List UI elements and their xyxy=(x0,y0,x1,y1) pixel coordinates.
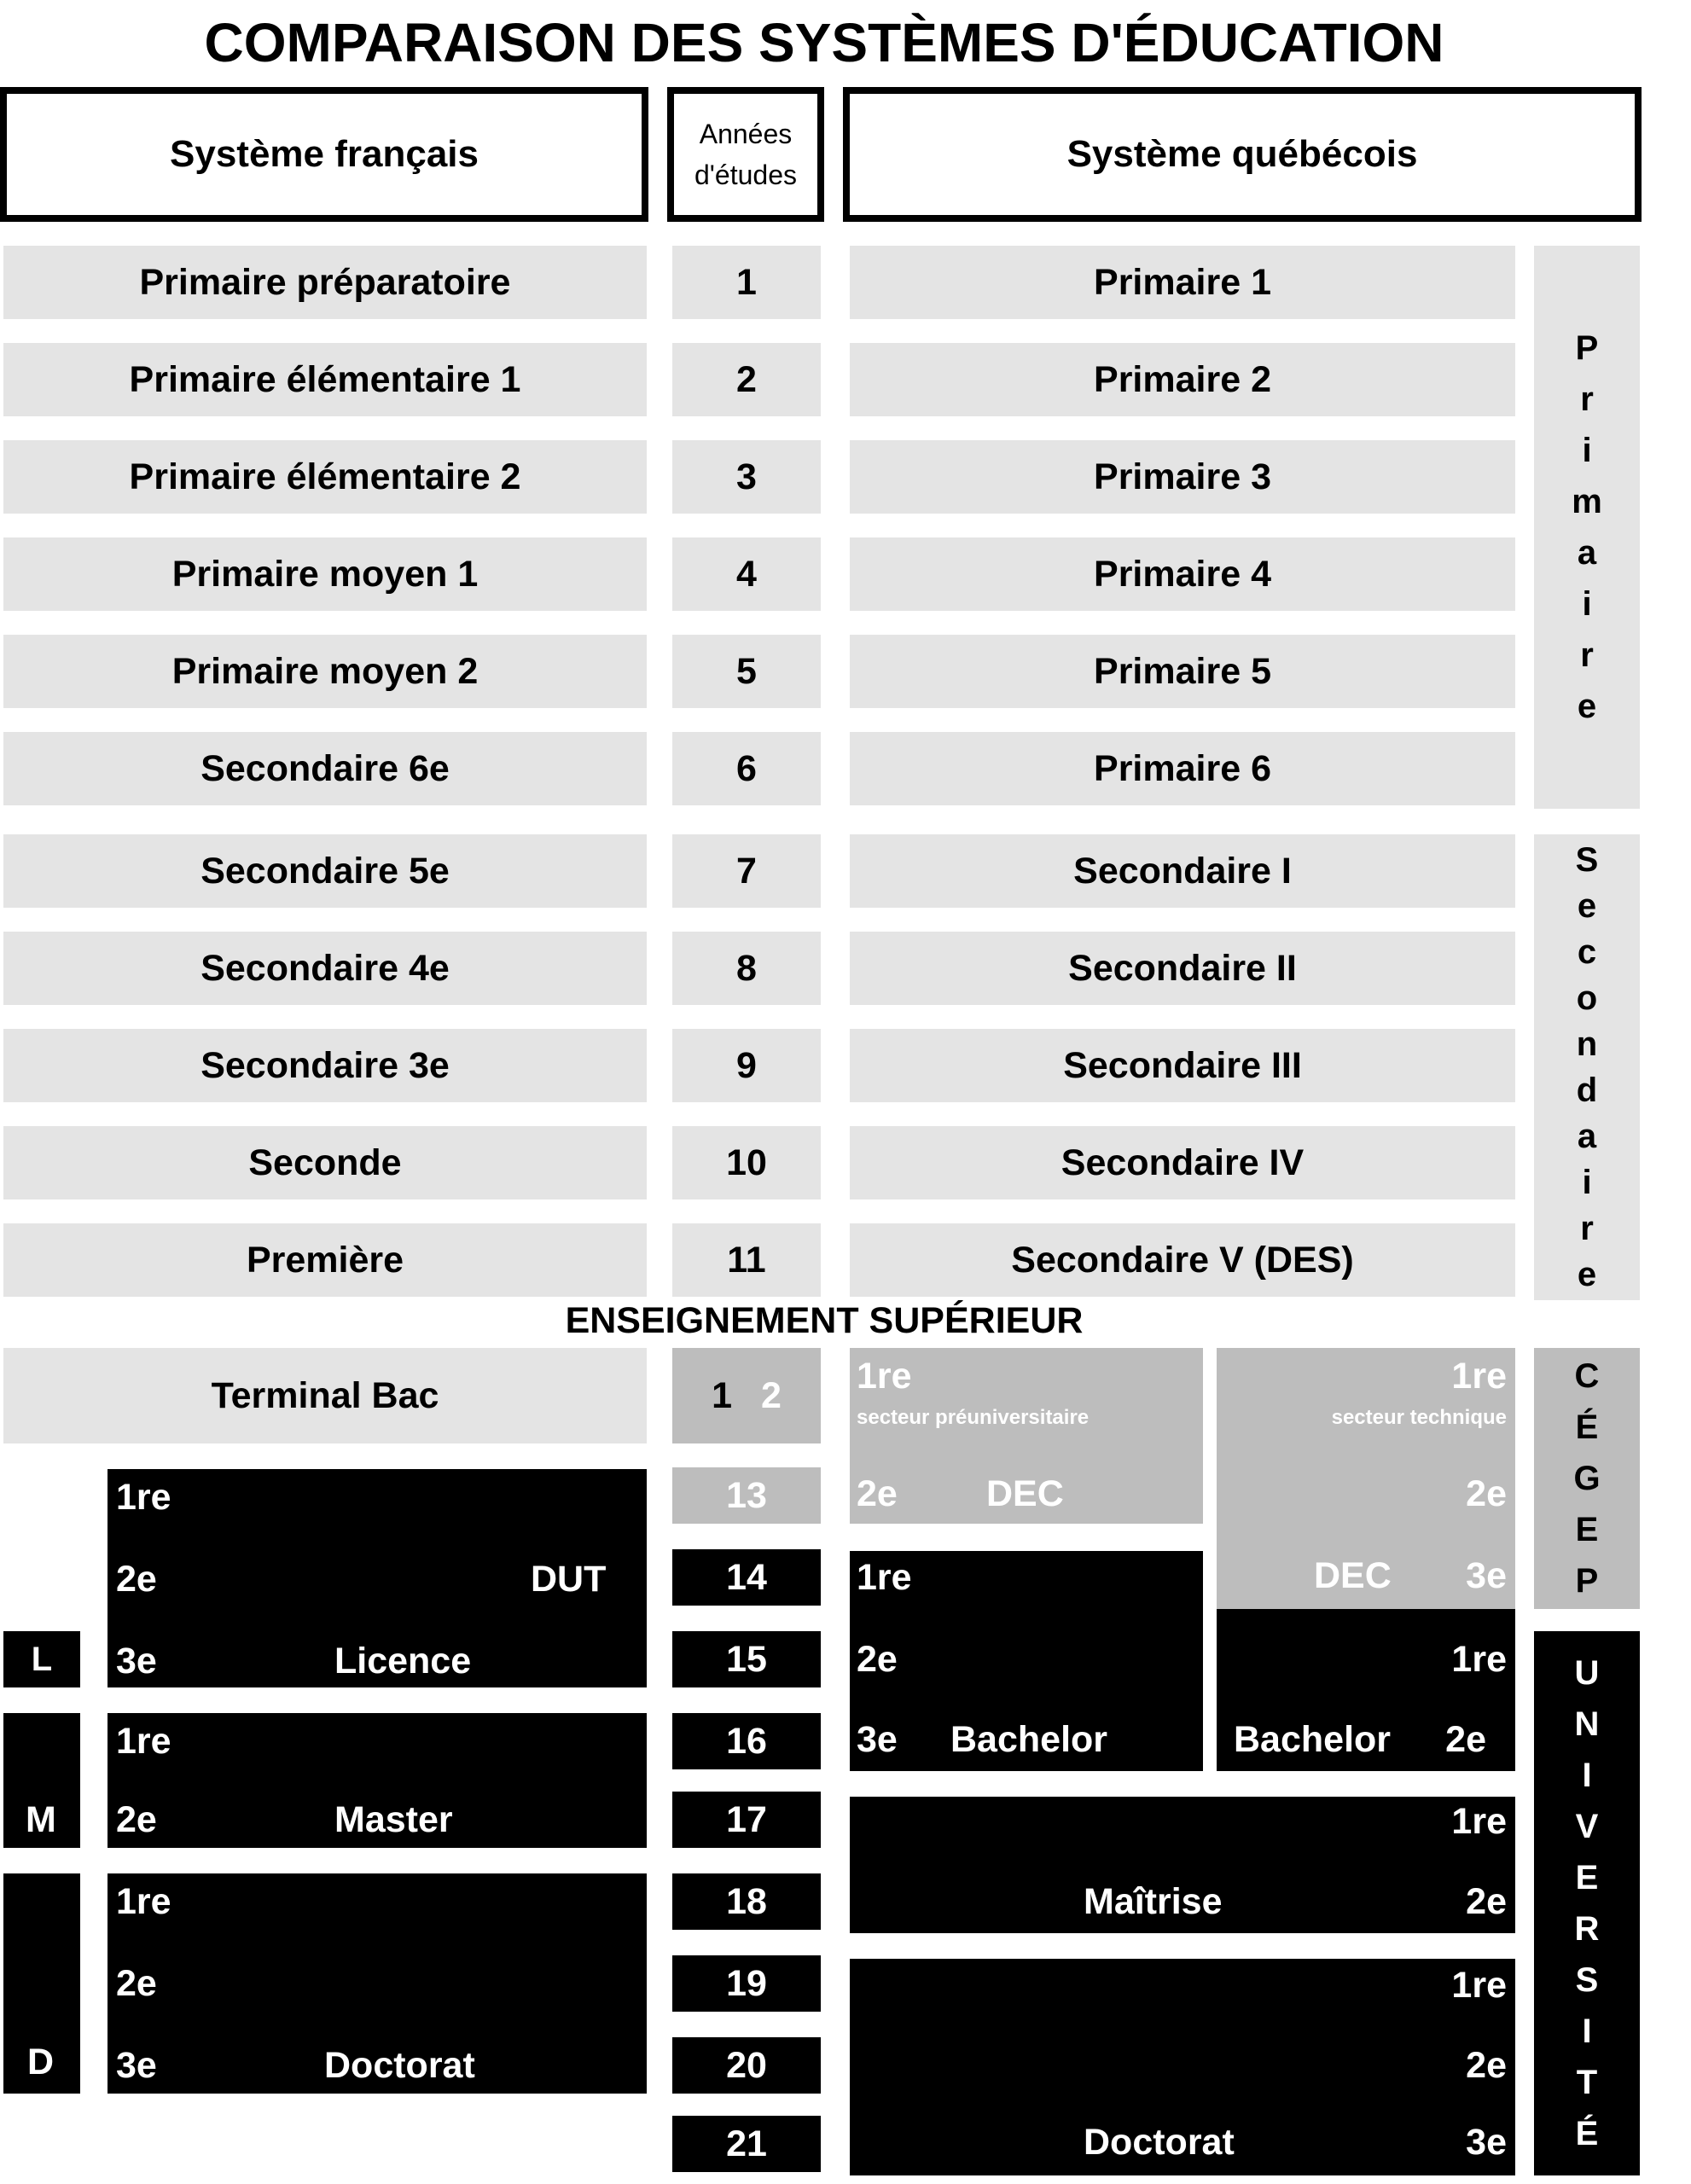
side-letter: n xyxy=(1576,1025,1598,1063)
french-master-block xyxy=(108,1713,647,1848)
year-number: 5 xyxy=(672,635,821,708)
side-letter: E xyxy=(1575,1859,1599,1896)
side-letter: e xyxy=(1577,1256,1597,1293)
side-letter: P xyxy=(1575,329,1599,367)
year-13: 13 xyxy=(672,1467,821,1524)
year-17: 17 xyxy=(672,1792,821,1848)
side-letter: o xyxy=(1576,979,1598,1017)
french-row: Secondaire 3e xyxy=(3,1029,647,1102)
side-letter: m xyxy=(1572,483,1602,520)
year-number: 9 xyxy=(672,1029,821,1102)
year-number: 7 xyxy=(672,834,821,908)
licence-year-3: 3e xyxy=(116,1641,157,1682)
licence-dut: DUT xyxy=(531,1559,607,1600)
side-letter: T xyxy=(1576,2064,1598,2101)
side-letter: É xyxy=(1575,1409,1599,1446)
french-row: Primaire préparatoire xyxy=(3,246,647,319)
year-number: 2 xyxy=(672,343,821,416)
year-number: 1 xyxy=(672,246,821,319)
header-years-line2: d'études xyxy=(694,160,797,190)
header-quebec-system: Système québécois xyxy=(843,87,1642,222)
quebec-row: Primaire 1 xyxy=(850,246,1515,319)
bachelor-a-year-2: 2e xyxy=(857,1639,898,1680)
side-letter: S xyxy=(1575,841,1599,879)
side-letter: c xyxy=(1577,933,1597,971)
year-number: 4 xyxy=(672,537,821,611)
side-letter: G xyxy=(1573,1460,1601,1497)
french-row: Secondaire 6e xyxy=(3,732,647,805)
side-label-primaire xyxy=(1534,246,1640,809)
doctorat-fr-year-3: 3e xyxy=(116,2045,157,2086)
doctorat-qc-name: Doctorat xyxy=(1084,2122,1235,2163)
year-16: 16 xyxy=(672,1713,821,1769)
side-letter: e xyxy=(1577,887,1597,925)
french-licence-block xyxy=(108,1469,647,1687)
side-letter: S xyxy=(1575,1961,1599,1999)
french-row: Seconde xyxy=(3,1126,647,1199)
french-row: Primaire élémentaire 2 xyxy=(3,440,647,514)
header-years-line1: Années xyxy=(699,119,793,149)
year-20: 20 xyxy=(672,2037,821,2094)
tech-sector: secteur technique xyxy=(1331,1406,1507,1429)
bachelor-a-block xyxy=(850,1551,1203,1771)
quebec-row: Secondaire III xyxy=(850,1029,1515,1102)
bachelor-b-year-1: 1re xyxy=(1451,1639,1507,1680)
french-row: Secondaire 4e xyxy=(3,932,647,1005)
maitrise-year-2: 2e xyxy=(1466,1881,1507,1922)
side-letter: r xyxy=(1580,1210,1594,1247)
french-side-m: M xyxy=(26,1799,56,1840)
quebec-row: Primaire 6 xyxy=(850,732,1515,805)
quebec-row: Primaire 5 xyxy=(850,635,1515,708)
side-letter: I xyxy=(1582,1757,1592,1794)
tech-year-1: 1re xyxy=(1451,1356,1507,1397)
cegep-preuniversitaire-block xyxy=(850,1348,1203,1524)
french-row: Primaire élémentaire 1 xyxy=(3,343,647,416)
doctorat-qc-year-2: 2e xyxy=(1466,2045,1507,2086)
header-years xyxy=(667,87,824,222)
year-19: 19 xyxy=(672,1955,821,2012)
side-letter: V xyxy=(1575,1808,1599,1845)
french-side-d-box xyxy=(3,1873,80,2094)
quebec-row: Secondaire IV xyxy=(850,1126,1515,1199)
year-12-a: 1 xyxy=(712,1374,732,1416)
maitrise-name: Maîtrise xyxy=(1084,1881,1223,1922)
quebec-row: Primaire 3 xyxy=(850,440,1515,514)
side-letter: i xyxy=(1582,585,1592,623)
doctorat-fr-year-1: 1re xyxy=(116,1881,171,1922)
side-letter: N xyxy=(1574,1705,1600,1743)
side-letter: d xyxy=(1576,1072,1598,1109)
superieur-heading: ENSEIGNEMENT SUPÉRIEUR xyxy=(565,1300,1084,1341)
bachelor-b-year-2: 2e xyxy=(1445,1719,1486,1760)
licence-name: Licence xyxy=(334,1641,472,1682)
year-14: 14 xyxy=(672,1549,821,1606)
side-letter: r xyxy=(1580,380,1594,418)
side-label-cegep xyxy=(1534,1348,1640,1609)
master-year-1: 1re xyxy=(116,1721,171,1762)
side-letter: i xyxy=(1582,432,1592,469)
maitrise-block xyxy=(850,1797,1515,1933)
side-letter: i xyxy=(1582,1164,1592,1201)
quebec-row: Secondaire I xyxy=(850,834,1515,908)
doctorat-fr-year-2: 2e xyxy=(116,1963,157,2004)
side-letter: I xyxy=(1582,2013,1592,2050)
french-terminal-bac: Terminal Bac xyxy=(3,1348,647,1443)
side-letter: U xyxy=(1574,1654,1600,1692)
tech-year-3: 3e xyxy=(1466,1555,1507,1596)
quebec-row: Primaire 4 xyxy=(850,537,1515,611)
bachelor-b-name: Bachelor xyxy=(1234,1719,1392,1760)
year-21: 21 xyxy=(672,2116,821,2172)
tech-year-2: 2e xyxy=(1466,1473,1507,1514)
cegep-technique-block xyxy=(1217,1348,1515,1609)
preu-year-1: 1re xyxy=(857,1356,912,1397)
side-letter: a xyxy=(1577,1118,1597,1155)
preu-year-2: 2e xyxy=(857,1473,898,1514)
year-15: 15 xyxy=(672,1631,821,1687)
side-label-secondaire xyxy=(1534,834,1640,1300)
doctorat-fr-name: Doctorat xyxy=(324,2045,475,2086)
year-number: 3 xyxy=(672,440,821,514)
side-letter: R xyxy=(1574,1910,1600,1948)
doctorat-qc-block xyxy=(850,1959,1515,2175)
french-row: Première xyxy=(3,1223,647,1297)
french-row: Primaire moyen 1 xyxy=(3,537,647,611)
french-doctorat-block xyxy=(108,1873,647,2094)
side-letter: a xyxy=(1577,534,1597,572)
quebec-row: Primaire 2 xyxy=(850,343,1515,416)
bachelor-b-block xyxy=(1217,1609,1515,1771)
page-title: COMPARAISON DES SYSTÈMES D'ÉDUCATION xyxy=(204,12,1444,73)
quebec-row: Secondaire II xyxy=(850,932,1515,1005)
doctorat-qc-year-3: 3e xyxy=(1466,2122,1507,2163)
side-letter: É xyxy=(1575,2115,1599,2152)
quebec-row: Secondaire V (DES) xyxy=(850,1223,1515,1297)
year-number: 10 xyxy=(672,1126,821,1199)
licence-year-2: 2e xyxy=(116,1559,157,1600)
master-name: Master xyxy=(334,1799,453,1840)
master-year-2: 2e xyxy=(116,1799,157,1840)
french-row: Primaire moyen 2 xyxy=(3,635,647,708)
french-side-m-box xyxy=(3,1713,80,1848)
side-letter: E xyxy=(1575,1511,1599,1548)
french-side-l: L xyxy=(3,1631,80,1687)
header-french-system: Système français xyxy=(0,87,648,222)
licence-year-1: 1re xyxy=(116,1477,171,1518)
french-side-d: D xyxy=(27,2042,55,2082)
doctorat-qc-year-1: 1re xyxy=(1451,1965,1507,2006)
year-12-cell xyxy=(672,1348,821,1443)
year-number: 6 xyxy=(672,732,821,805)
side-letter: e xyxy=(1577,688,1597,725)
french-row: Secondaire 5e xyxy=(3,834,647,908)
year-number: 8 xyxy=(672,932,821,1005)
year-12-b: 2 xyxy=(761,1374,782,1416)
year-number: 11 xyxy=(672,1223,821,1297)
bachelor-a-year-1: 1re xyxy=(857,1557,912,1598)
side-letter: P xyxy=(1575,1562,1599,1600)
preu-sector: secteur préuniversitaire xyxy=(857,1406,1090,1429)
bachelor-a-name: Bachelor xyxy=(950,1719,1108,1760)
preu-dec: DEC xyxy=(986,1473,1064,1514)
side-letter: r xyxy=(1580,636,1594,674)
year-18: 18 xyxy=(672,1873,821,1930)
maitrise-year-1: 1re xyxy=(1451,1801,1507,1842)
side-letter: C xyxy=(1574,1357,1600,1395)
bachelor-a-year-3: 3e xyxy=(857,1719,898,1760)
tech-dec: DEC xyxy=(1314,1555,1392,1596)
side-label-universite xyxy=(1534,1631,1640,2175)
